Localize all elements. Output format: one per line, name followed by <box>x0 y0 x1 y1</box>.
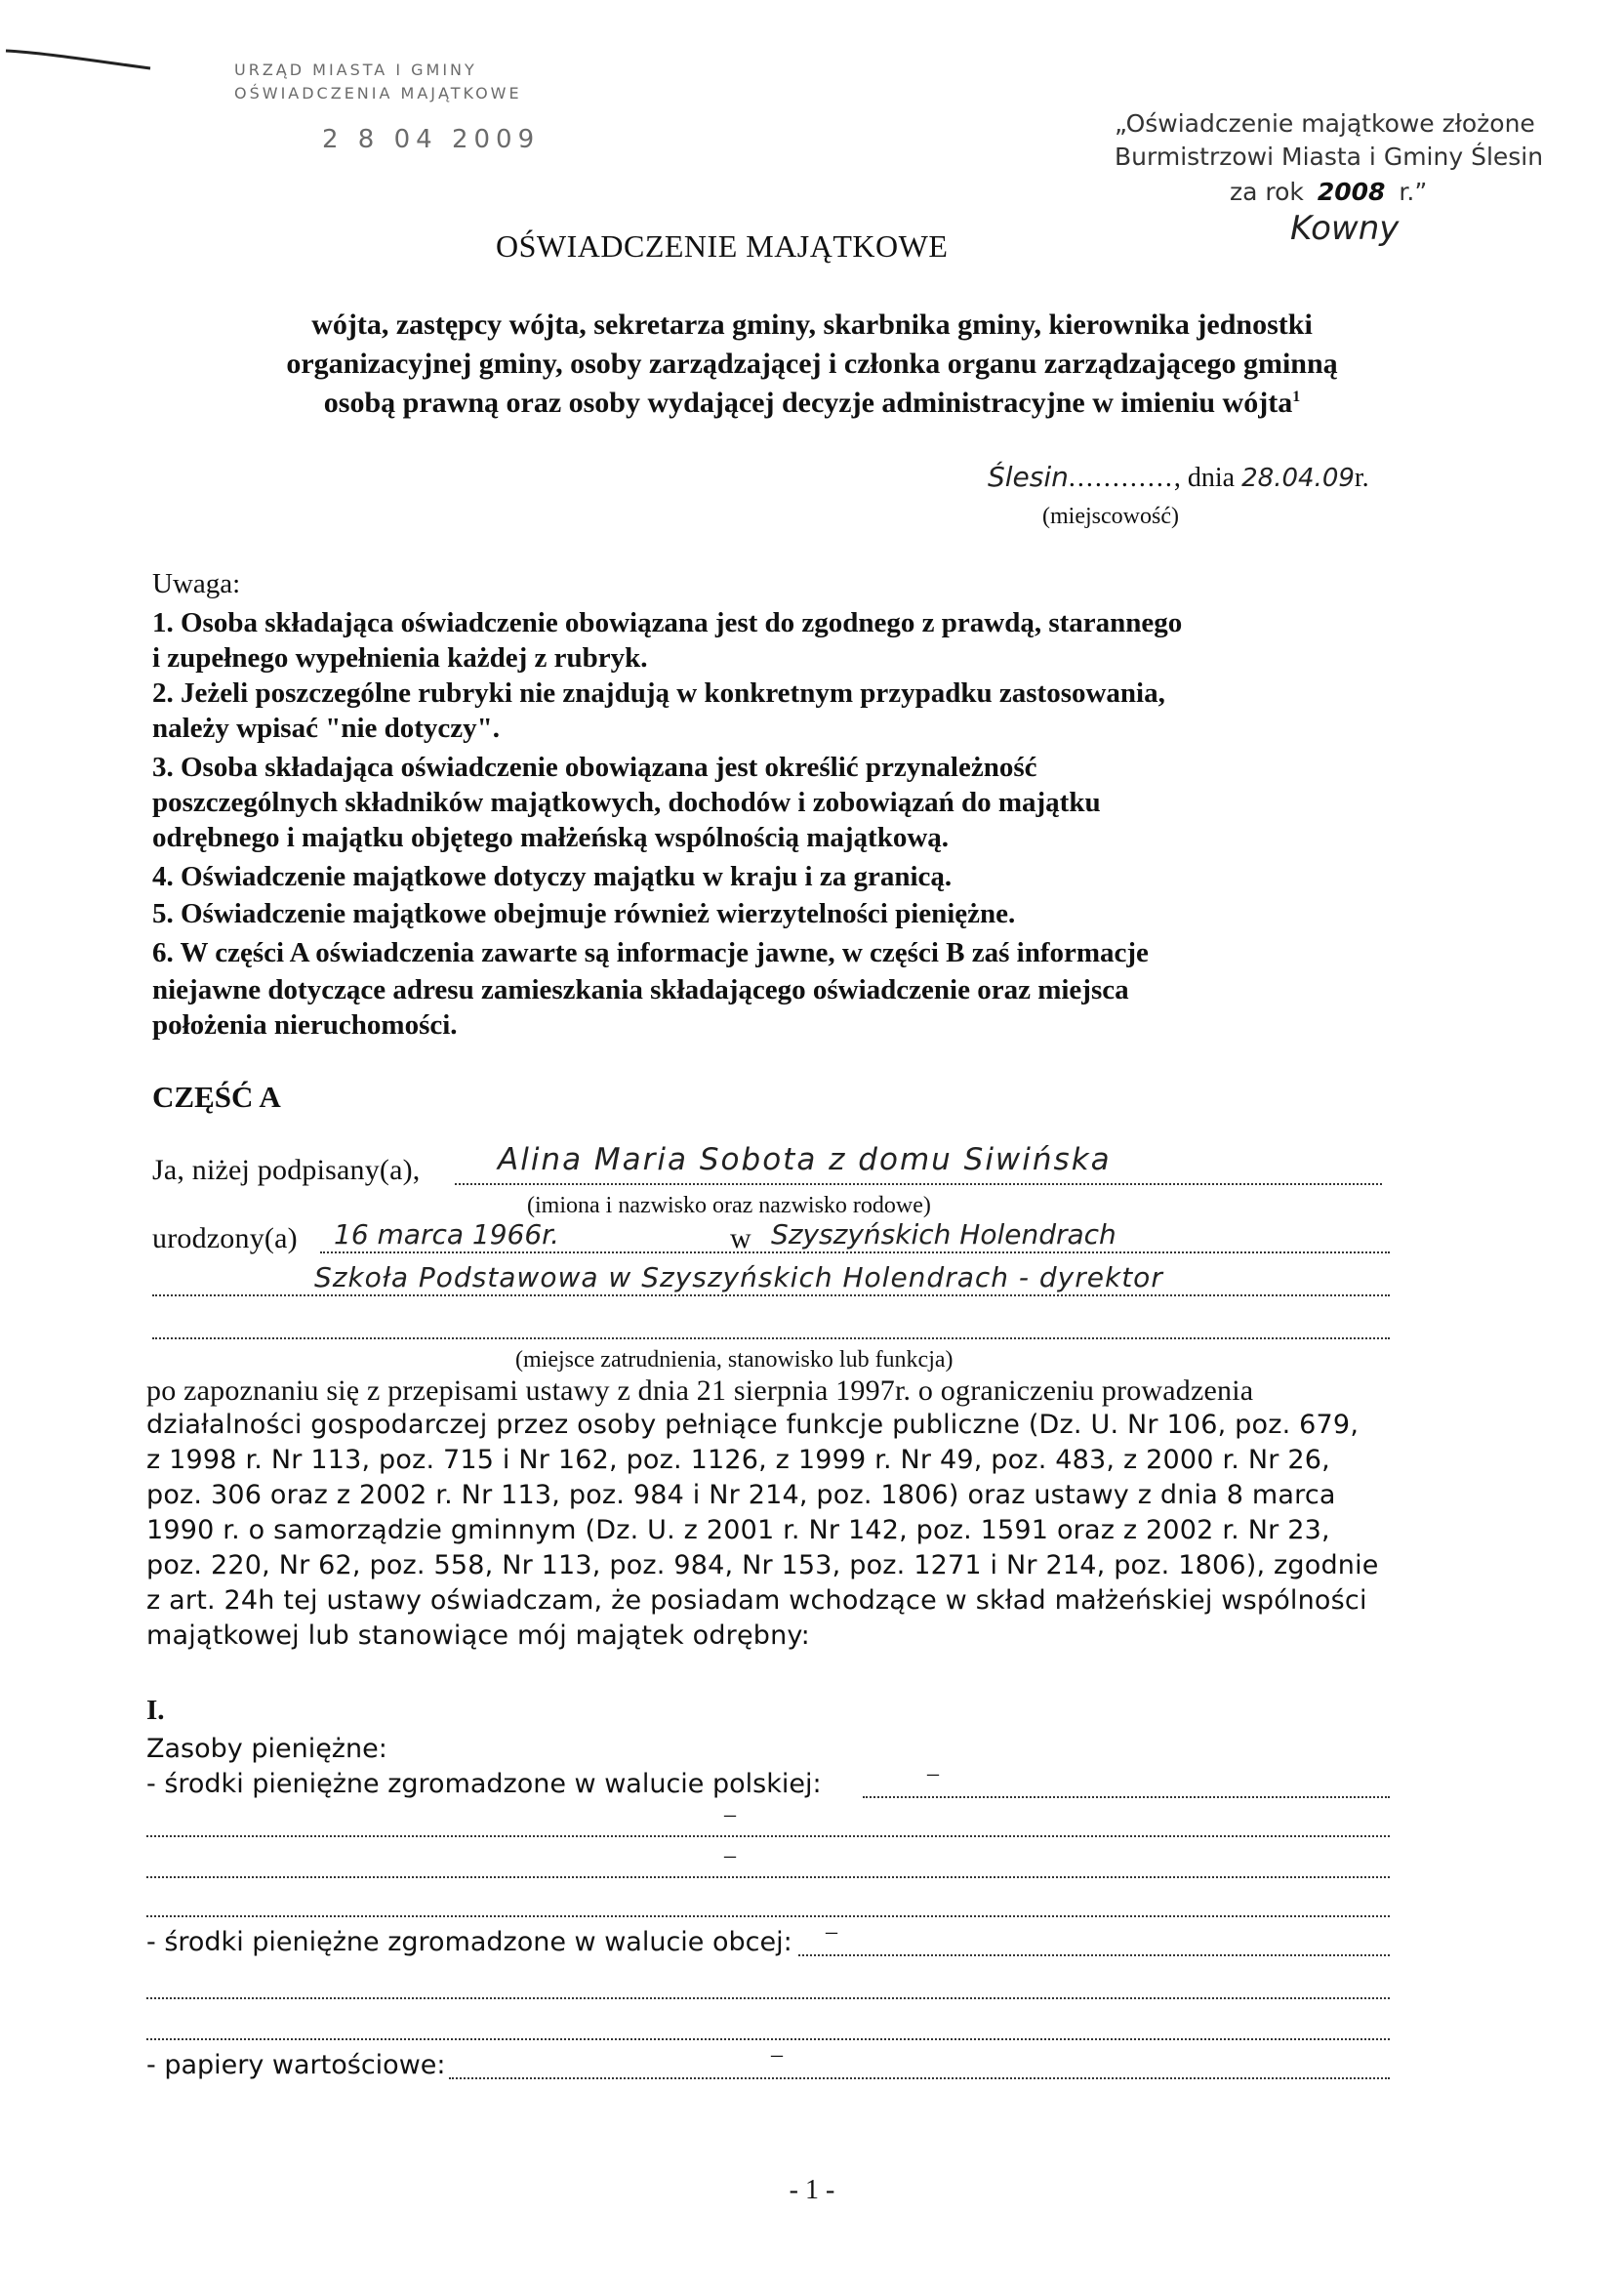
subtitle-line-3 <box>0 387 1624 420</box>
uwaga-line-7: odrębnego i majątku objętego małżeńską wspólnością majątkową. <box>152 822 950 853</box>
uwaga-line-4: należy wpisać "nie dotyczy". <box>152 713 501 744</box>
pln-dash-2: – <box>724 1802 736 1827</box>
uwaga-line-2: i zupełnego wypełnienia każdej z rubryk. <box>152 642 648 674</box>
born-dotted-line <box>320 1251 1390 1253</box>
czesc-a-heading: CZĘŚĆ A <box>152 1080 281 1114</box>
dnia-label: , dnia <box>1173 463 1236 493</box>
uwaga-line-6: poszczególnych składników majątkowych, dochodów i zobowiązań do majątku <box>152 787 1101 818</box>
uwaga-line-10: 6. W części A oświadczenia zawarte są informacje jawne, w części B zaś informacje <box>152 937 1149 968</box>
w-label: w <box>730 1222 751 1254</box>
header-signature: Kowny <box>1290 209 1400 248</box>
place-date-line: Ślesin............, dnia 28.04.09r. <box>988 461 1369 493</box>
paragraph-line-5: 1990 r. o samorządzie gminnym (Dz. U. z 2001 r. Nr 142, poz. 1591 oraz z 2002 r. Nr 23, <box>146 1515 1330 1545</box>
place-value: Ślesin <box>988 461 1069 493</box>
born-date: 16 marca 1966r. <box>334 1218 560 1250</box>
uwaga-heading: Uwaga: <box>152 568 241 599</box>
paragraph-line-4: poz. 306 oraz z 2002 r. Nr 113, poz. 984 i Nr 214, poz. 1806) oraz ustawy z dnia 8 marca <box>146 1480 1336 1510</box>
zasoby-label: Zasoby pieniężne: <box>146 1734 387 1764</box>
page-number: - 1 - <box>789 2175 835 2205</box>
date-value: 28.04.09 <box>1241 464 1355 493</box>
pln-dotted-line-3 <box>146 1876 1390 1878</box>
r-suffix: r. <box>1354 463 1369 493</box>
born-label: urodzony(a) <box>152 1222 298 1254</box>
footnote-mark: 1 <box>1292 389 1301 405</box>
employment-dotted-line-2 <box>152 1337 1390 1339</box>
ja-label: Ja, niżej podpisany(a), <box>152 1154 421 1186</box>
stamp-date: 2 8 04 2009 <box>322 125 541 154</box>
pln-dotted-line-2 <box>146 1835 1390 1837</box>
paragraph-line-2: działalności gospodarczej przez osoby pełniące funkcje publiczne (Dz. U. Nr 106, poz. 679, <box>146 1410 1360 1440</box>
employment-caption: (miejsce zatrudnienia, stanowisko lub funkcja) <box>515 1347 954 1373</box>
pln-dash-3: – <box>724 1843 736 1868</box>
paragraph-line-6: poz. 220, Nr 62, poz. 558, Nr 113, poz. 984, Nr 153, poz. 1271 i Nr 214, poz. 1806), zgodnie <box>146 1550 1379 1580</box>
subtitle-line-1: wójta, zastępcy wójta, sekretarza gminy, skarbnika gminy, kierownika jednostki <box>311 308 1313 341</box>
header-note-year-suffix: r.” <box>1399 178 1428 206</box>
header-note-line-3 <box>1230 178 1427 206</box>
pln-dotted-line-4 <box>146 1915 1390 1917</box>
securities-dash: – <box>771 2042 783 2068</box>
employment-dotted-line-1 <box>152 1294 1390 1296</box>
place-caption: (miejscowość) <box>1042 504 1179 529</box>
uwaga-line-12: położenia nieruchomości. <box>152 1009 458 1041</box>
paragraph-line-1: po zapoznaniu się z przepisami ustawy z dnia 21 sierpnia 1997r. o ograniczeniu prowadzenia <box>146 1374 1254 1407</box>
uwaga-line-3: 2. Jeżeli poszczególne rubryki nie znajdują w konkretnym przypadku zastosowania, <box>152 677 1165 709</box>
securities-dotted-line <box>449 2077 1390 2079</box>
header-note-year: 2008 <box>1317 178 1386 206</box>
uwaga-line-5: 3. Osoba składająca oświadczenie obowiązana jest określić przynależność <box>152 752 1037 783</box>
uwaga-line-9: 5. Oświadczenie majątkowe obejmuje również wierzytelności pieniężne. <box>152 898 1016 929</box>
pln-dotted-line-1 <box>863 1796 1390 1798</box>
fx-dash-1: – <box>826 1919 837 1945</box>
name-dotted-line <box>455 1183 1382 1185</box>
paragraph-line-7: z art. 24h tej ustawy oświadczam, że posiadam wchodzące w skład małżeńskiej wspólności <box>146 1585 1367 1616</box>
fx-label: - środki pieniężne zgromadzone w walucie obcej: <box>146 1927 792 1957</box>
fx-dotted-line-2 <box>146 1997 1390 1999</box>
pln-dash-1: – <box>927 1761 939 1786</box>
name-caption: (imiona i nazwisko oraz nazwisko rodowe) <box>527 1193 931 1218</box>
uwaga-line-1: 1. Osoba składająca oświadczenie obowiązana jest do zgodnego z prawdą, starannego <box>152 607 1183 638</box>
header-note-line-2: Burmistrzowi Miasta i Gminy Ślesin <box>1115 143 1544 171</box>
header-note-line-1: „Oświadczenie majątkowe złożone <box>1115 109 1535 138</box>
corner-pen-mark <box>4 39 160 78</box>
stamp-line-1: URZĄD MIASTA I GMINY <box>234 61 477 79</box>
born-place: Szyszyńskich Holendrach <box>771 1218 1116 1250</box>
uwaga-line-8: 4. Oświadczenie majątkowe dotyczy majątku w kraju i za granicą. <box>152 861 953 892</box>
paragraph-line-3: z 1998 r. Nr 113, poz. 715 i Nr 162, poz. 1126, z 1999 r. Nr 49, poz. 483, z 2000 r. Nr 26, <box>146 1445 1330 1475</box>
employment-value: Szkoła Podstawowa w Szyszyńskich Holendrach - dyrektor <box>314 1261 1163 1293</box>
paragraph-line-8: majątkowej lub stanowiące mój majątek odrębny: <box>146 1620 810 1651</box>
uwaga-line-11: niejawne dotyczące adresu zamieszkania składającego oświadczenie oraz miejsca <box>152 974 1129 1005</box>
subtitle-line-3-text: osobą prawną oraz osoby wydającej decyzje administracyjne w imieniu wójta <box>323 387 1293 419</box>
stamp-line-2: OŚWIADCZENIA MAJĄTKOWE <box>234 84 522 102</box>
page-title: OŚWIADCZENIE MAJĄTKOWE <box>496 228 949 264</box>
name-value: Alina Maria Sobota z domu Siwińska <box>498 1142 1112 1177</box>
subtitle-line-2: organizacyjnej gminy, osoby zarządzającej i członka organu zarządzającego gminną <box>286 348 1338 380</box>
pln-label: - środki pieniężne zgromadzone w walucie polskiej: <box>146 1769 822 1799</box>
header-note-year-prefix: za rok <box>1230 178 1304 206</box>
fx-dotted-line-3 <box>146 2038 1390 2040</box>
section-i-roman: I. <box>146 1695 165 1726</box>
securities-label: - papiery wartościowe: <box>146 2050 446 2080</box>
fx-dotted-line-1 <box>798 1954 1390 1956</box>
